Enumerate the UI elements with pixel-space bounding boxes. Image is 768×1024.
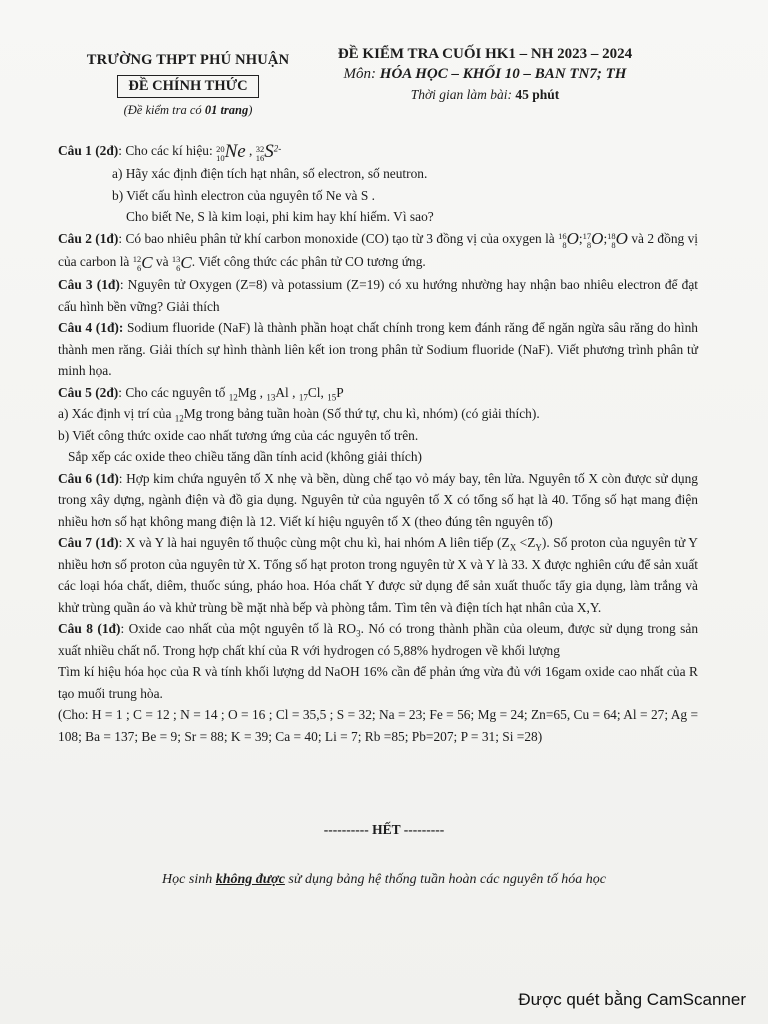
question-7: Câu 7 (1đ): X và Y là hai nguyên tố thuộc cùng một chu kì, hai nhóm A liên tiếp $(Z_X <Z_Y)$. Số proton của nguyên tử Y nhiều hơn số proton của nguyên tử X. Tổng số hạt proton trong nguyên tử X và Y là 33. X được nghiên cứu để sản xuất các loại hóa chất, diêm, thuốc súng, pháo hoa. Hóa chất Y được sử dụng để sản xuất thuốc tẩy gia dụng, làm trắng và khử trùng quần áo và khử trùng bề mặt nhà bếp và phòng tắm. Tìm tên và điện tích hạt nhân của X,Y. xyxy=(58,535,698,615)
s-isotope: 32 16 $S^{2-}$ xyxy=(255,140,282,163)
exam-title: ĐỀ KIỂM TRA CUỐI HK1 – NH 2023 – 2024 xyxy=(337,46,633,62)
question-1: Câu 1 (2đ): Cho các kí hiệu: 20 10 Ne , 32 16 $S^{2-}$ xyxy=(58,140,282,163)
question-8: Câu 8 (1đ): Oxide cao nhất của một nguyên tố là $RO_3$. Nó có trong thành phần của oleum, được sử dụng trong sản xuất nhiều chất nổ. Trong hợp chất khí của R với hydrogen có 5,88% hydrogen về khối lượng xyxy=(58,621,699,658)
subject-line: Môn: HÓA HỌC – KHỐI 10 – BAN TN7; TH xyxy=(343,66,627,82)
header-left xyxy=(78,52,298,118)
question-5: Câu 5 (2đ): Cho các nguyên tố $_{12}$Mg , $_{13}$Al , $_{17}$Cl, $_{15}$P xyxy=(58,384,344,403)
question-6: Câu 6 (1đ): Hợp kim chứa nguyên tố X nhẹ và bền, dùng chế tạo vỏ máy bay, tên lửa. Nguyên tố X còn được sử dụng trong xây dựng, ngành điện và đồ gia dụng. Nguyên tử của nguyên tố X có tổng số hạt là 40. Tổng số hạt mang điện nhiều hơn số hạt không mang điện là 12. Viết kí hiệu nguyên tố X (theo đúng tên nguyên tố) xyxy=(58,470,699,529)
question-1a: a) Hãy xác định điện tích hạt nhân, số electron, số neutron. xyxy=(112,166,428,182)
questions xyxy=(58,140,698,747)
question-1b: b) Viết cấu hình electron của nguyên tố Ne và S . xyxy=(112,187,375,203)
c13-isotope: 13 6 C xyxy=(171,252,192,274)
o17-isotope: 17 8 O xyxy=(582,229,604,251)
o16-isotope: 16 8 O xyxy=(558,229,579,251)
school-name: TRƯỜNG THPT PHÚ NHUẬN xyxy=(86,52,290,68)
atomic-masses: (Cho: H = 1 ; C = 12 ; N = 14 ; O = 16 ; Cl = 35,5 ; S = 32; Na = 23; Fe = 56; Mg = 24; Zn=65, Cu = 64; Al = 27; Ag = 108; Ba = 137; Be = 9; Sr = 88; K = 39; Ca = 40; Li = 7; Rb =85; Pb=207; P = 31; Si =28) xyxy=(58,707,698,744)
camscanner-watermark: Được quét bằng CamScanner xyxy=(518,990,746,1009)
question-1c: Cho biết Ne, S là kim loại, phi kim hay khí hiếm. Vì sao? xyxy=(126,209,434,225)
question-5a: a) Xác định vị trí của $_{12}$Mg trong bảng tuần hoàn (Số thứ tự, chu kì, nhóm) (có giải thích). xyxy=(58,406,540,424)
footer-note: Học sinh không được sử dụng bảng hệ thống tuần hoàn các nguyên tố hóa học xyxy=(162,872,606,887)
question-4: Câu 4 (1đ): Sodium fluoride (NaF) là thành phần hoạt chất chính trong kem đánh răng để ngăn ngừa sâu răng do hình thành men răng. Giải thích sự hình thành liên kết ion trong phân tử Sodium fluoride (NaF). Viết phương trình phân tử minh họa. xyxy=(58,320,698,379)
question-3: Câu 3 (1đ): Nguyên tử Oxygen (Z=8) và potassium (Z=19) có xu hướng nhường hay nhận bao nhiêu electron để đạt cấu hình bền vững? Giải thích xyxy=(58,277,699,314)
question-5c: Sắp xếp các oxide theo chiều tăng dần tính acid (không giải thích) xyxy=(68,449,422,465)
ne-isotope: 20 10 Ne xyxy=(216,140,246,163)
official-box: ĐỀ CHÍNH THỨC xyxy=(117,75,258,98)
end-mark: ---------- HẾT --------- xyxy=(323,822,445,837)
time-line: Thời gian làm bài: 45 phút xyxy=(410,87,560,102)
c12-isotope: 12 6 C xyxy=(132,252,153,274)
question-8-task: Tìm kí hiệu hóa học của R và tính khối lượng dd NaOH 16% cần để phản ứng vừa đủ với 16gam oxide cao nhất của R tạo muối trung hòa. xyxy=(58,664,698,701)
pages-note: (Đề kiểm tra có 01 trang) xyxy=(123,103,253,117)
header-right xyxy=(320,46,650,103)
o18-isotope: 18 8 O xyxy=(607,229,628,251)
question-2: Câu 2 (1đ): Có bao nhiêu phân tử khí carbon monoxide (CO) tạo từ 3 đồng vị của oxygen là 16 8 O; 17 8 O; 18 8 O và 2 đồng vị của carbon là 12 6 C và 13 6 C. Viết công thức các phân tử CO tương ứng. xyxy=(58,229,699,274)
question-5b: b) Viết công thức oxide cao nhất tương ứng của các nguyên tố trên. xyxy=(58,427,419,443)
